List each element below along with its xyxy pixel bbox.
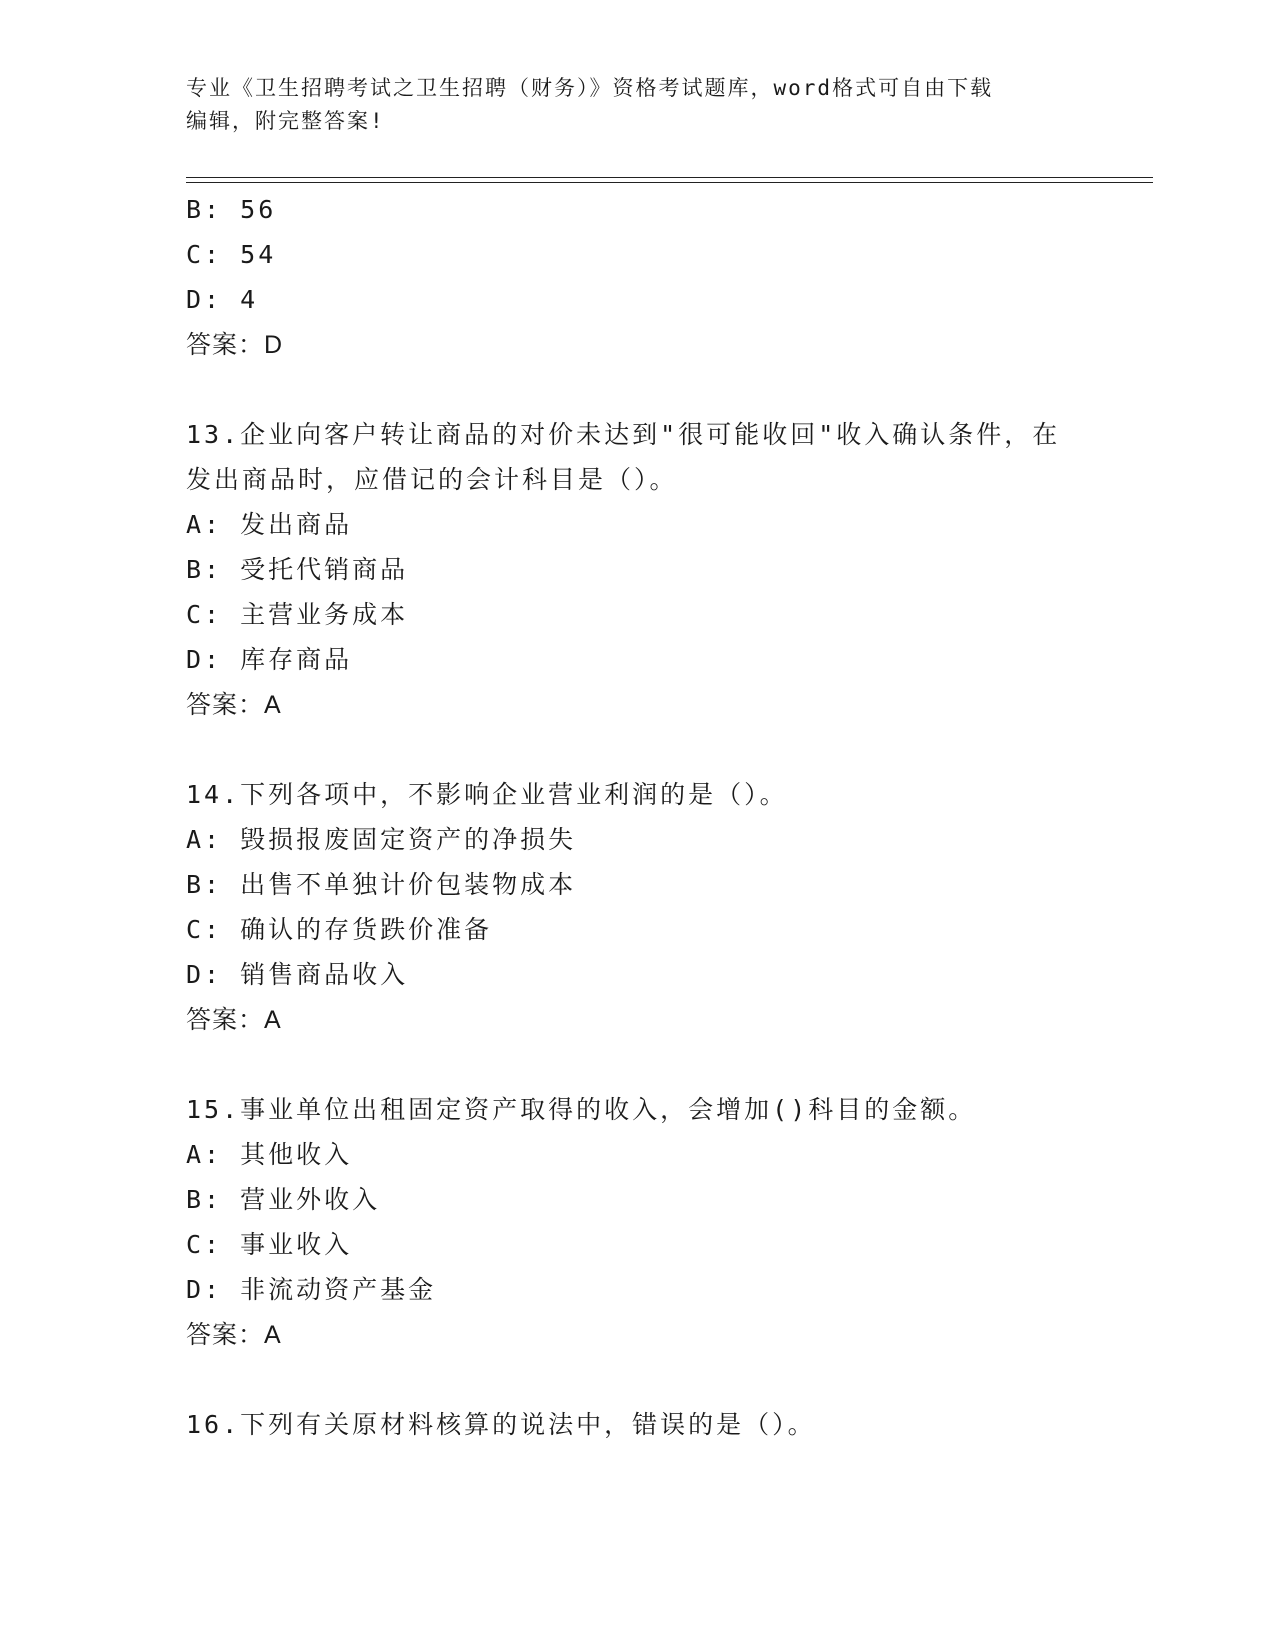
q12-answer: 答案：D [186, 331, 284, 359]
q14-option-c: C: 确认的存货跌价准备 [186, 915, 493, 944]
header-line-2: 编辑，附完整答案! [186, 109, 385, 133]
q14-stem: 14.下列各项中，不影响企业营业利润的是（）。 [186, 780, 788, 809]
q13-option-a: A: 发出商品 [186, 510, 353, 539]
header-divider-top [186, 177, 1153, 178]
q15-option-b: B: 营业外收入 [186, 1185, 381, 1214]
q13-option-c: C: 主营业务成本 [186, 600, 409, 629]
q14-answer: 答案：A [186, 1006, 282, 1034]
header-divider-bottom [186, 182, 1153, 183]
q14-option-a: A: 毁损报废固定资产的净损失 [186, 825, 577, 854]
q15-option-d: D: 非流动资产基金 [186, 1275, 437, 1304]
q12-option-b: B: 56 [186, 195, 277, 224]
q13-stem-line-1: 13.企业向客户转让商品的对价未达到"很可能收回"收入确认条件，在 [186, 420, 1061, 449]
header-line-1: 专业《卫生招聘考试之卫生招聘（财务）》资格考试题库，word格式可自由下载 [186, 76, 994, 100]
q14-option-d: D: 销售商品收入 [186, 960, 409, 989]
q14-option-b: B: 出售不单独计价包装物成本 [186, 870, 577, 899]
document-header [186, 72, 1086, 138]
q13-stem-line-2: 发出商品时，应借记的会计科目是（）。 [186, 465, 678, 494]
q13-option-d: D: 库存商品 [186, 645, 353, 674]
q12-option-d: D: 4 [186, 285, 259, 314]
q15-option-a: A: 其他收入 [186, 1140, 353, 1169]
q15-answer: 答案：A [186, 1321, 282, 1349]
q15-option-c: C: 事业收入 [186, 1230, 353, 1259]
q13-answer: 答案：A [186, 691, 282, 719]
q13-option-b: B: 受托代销商品 [186, 555, 409, 584]
q12-option-c: C: 54 [186, 240, 277, 269]
q16-stem: 16.下列有关原材料核算的说法中，错误的是（）。 [186, 1410, 816, 1439]
q15-stem: 15.事业单位出租固定资产取得的收入，会增加()科目的金额。 [186, 1095, 977, 1124]
